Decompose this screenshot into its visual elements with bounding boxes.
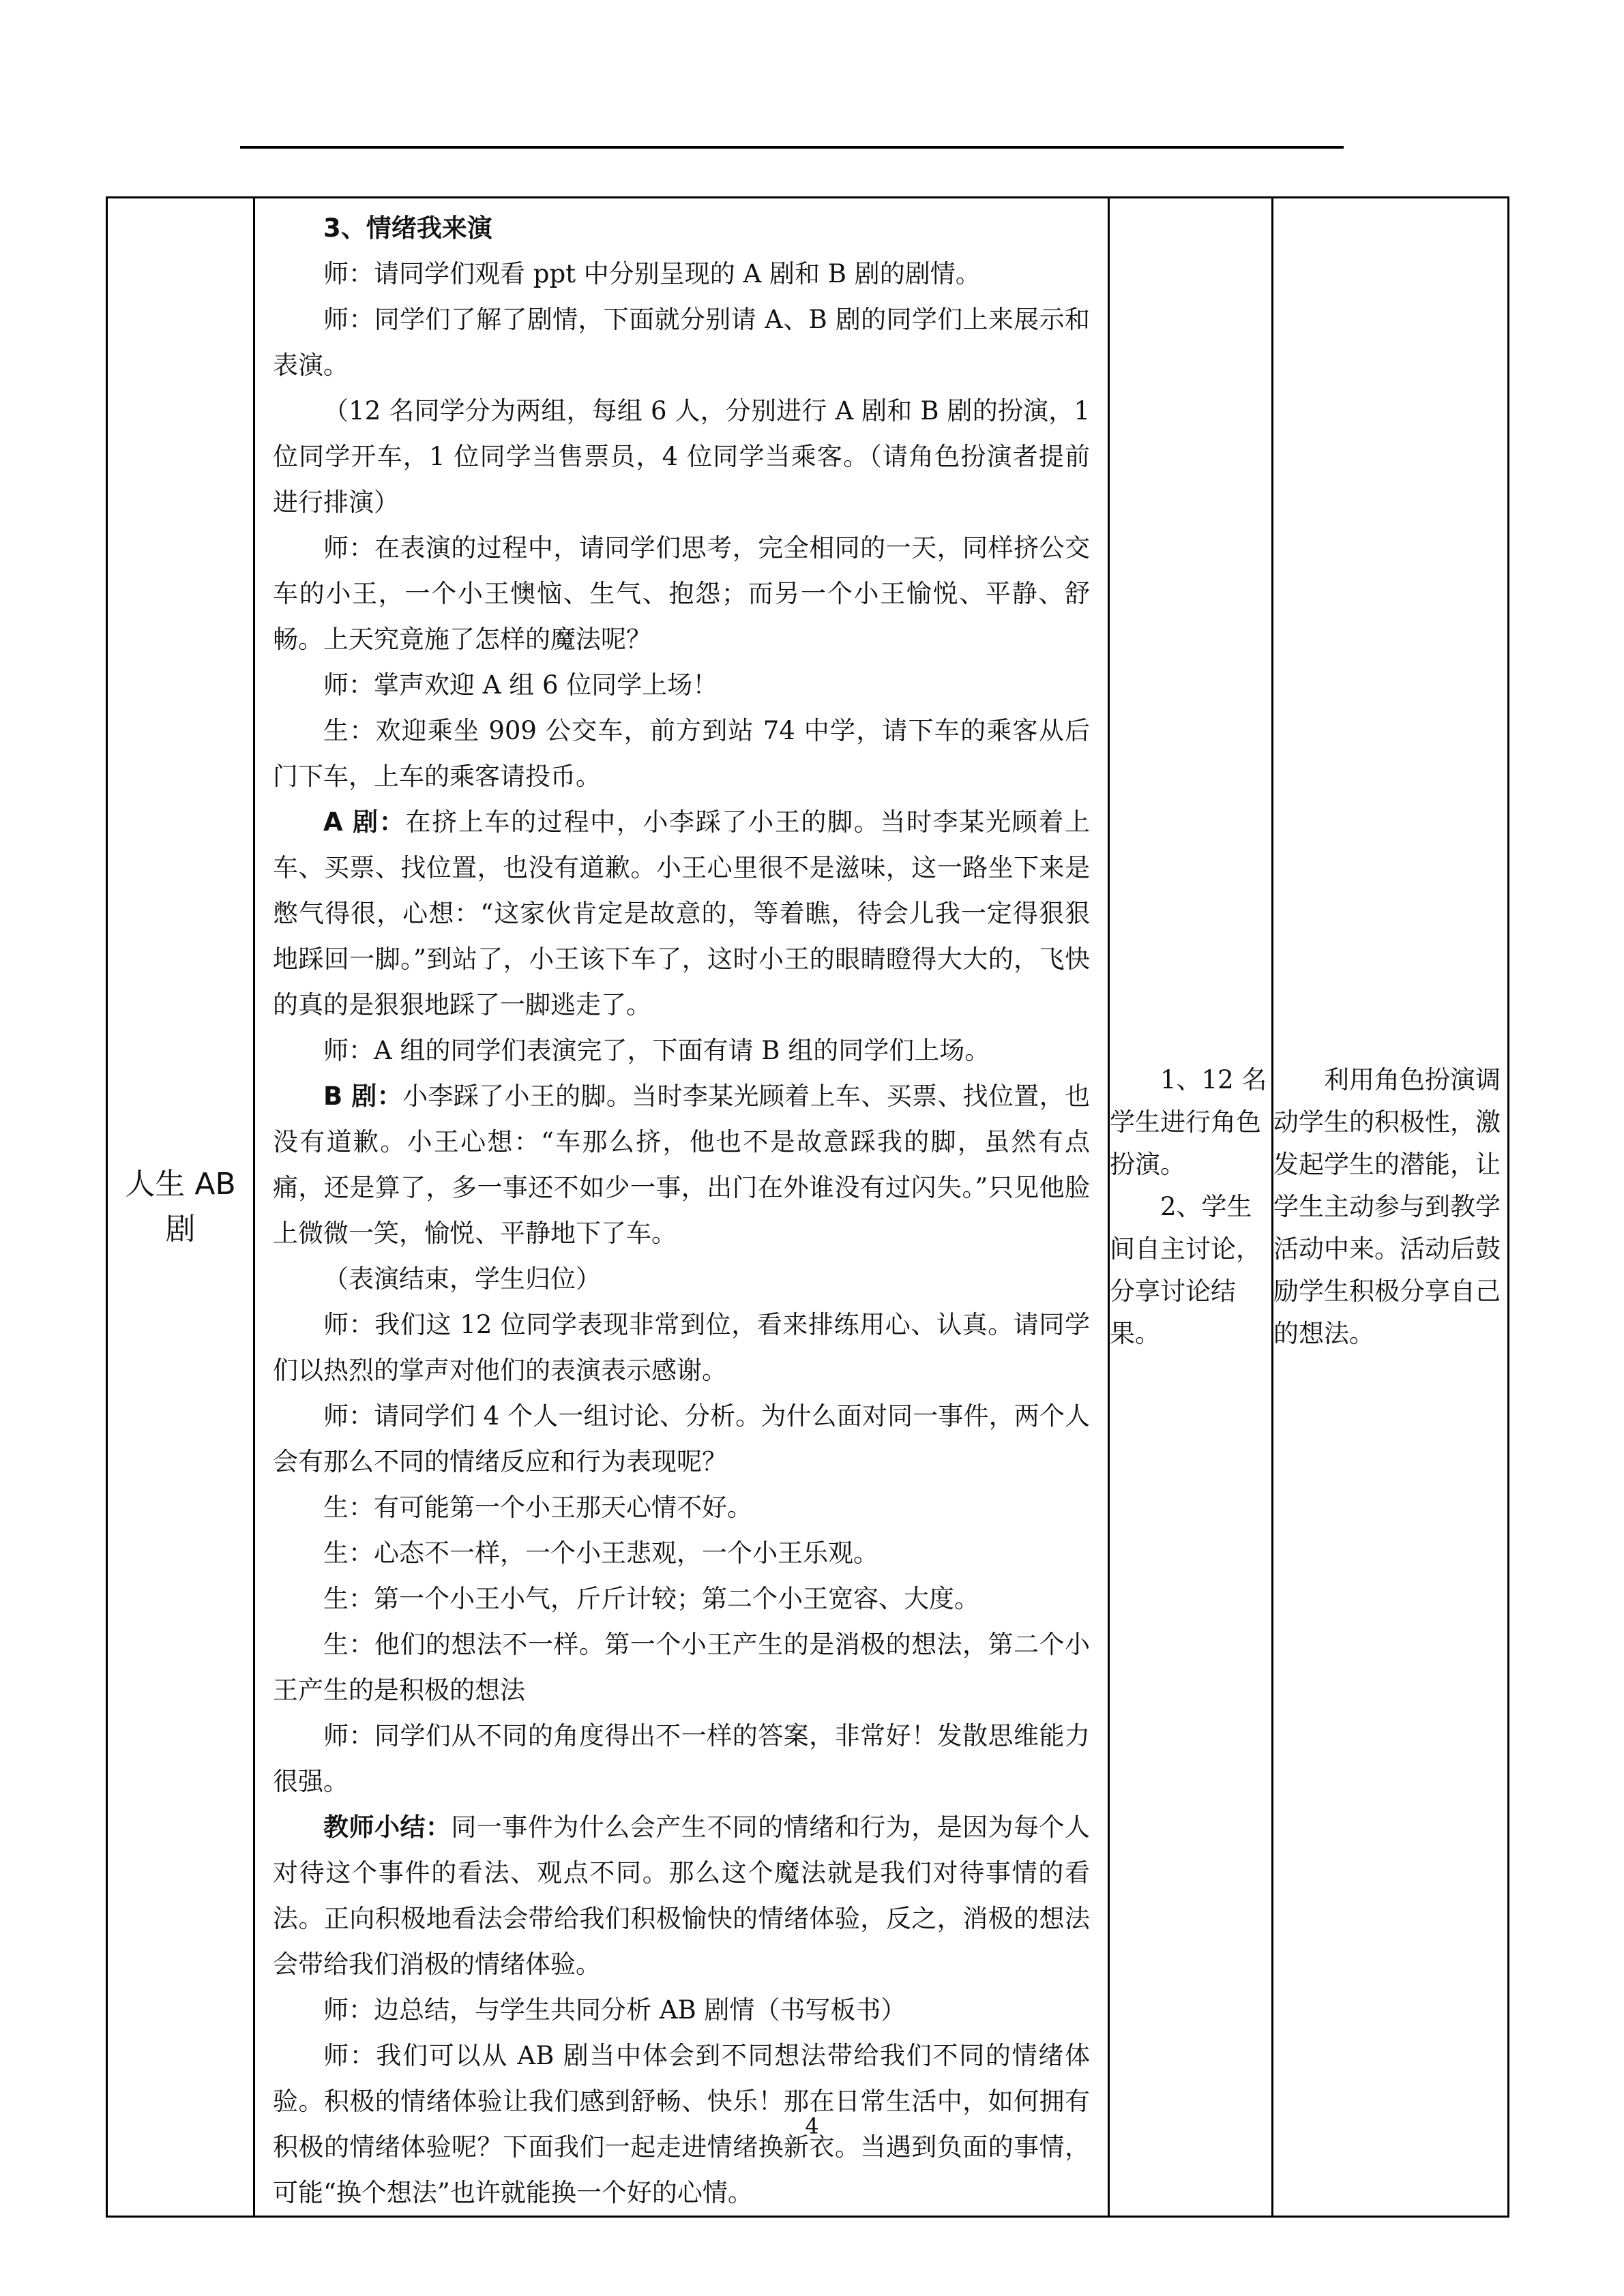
design-intent-cell	[1273, 198, 1509, 2217]
paragraph-text: 师：请同学们 4 个人一组讨论、分析。为什么面对同一事件，两个人会有那么不同的情绪反应和行为表现呢？	[273, 1401, 1090, 1476]
lesson-paragraph	[273, 1302, 1090, 1393]
lesson-paragraph	[273, 1622, 1090, 1713]
paragraph-text: 师：在表演的过程中，请同学们思考，完全相同的一天，同样挤公交车的小王，一个小王懊恼、生气、抱怨；而另一个小王愉悦、平静、舒畅。上天究竟施了怎样的魔法呢？	[273, 533, 1090, 654]
paragraph-text: 生：心态不一样，一个小王悲观，一个小王乐观。	[323, 1538, 879, 1568]
paragraph-text: 生：有可能第一个小王那天心情不好。	[323, 1493, 752, 1522]
lesson-paragraph	[273, 1256, 1090, 1302]
student-activity-cell	[1109, 198, 1273, 2217]
lesson-paragraph	[273, 1987, 1090, 2033]
header-rule	[240, 146, 1344, 149]
paragraph-text: 师：同学们了解了剧情，下面就分别请 A、B 剧的同学们上来展示和表演。	[273, 305, 1090, 380]
paragraph-text: （12 名同学分为两组，每组 6 人，分别进行 A 剧和 B 剧的扮演，1 位同学开车，1 位同学当售票员，4 位同学当乘客。（请角色扮演者提前进行排演）	[273, 396, 1090, 517]
table-row	[107, 198, 1509, 2217]
stage-label: 人生 AB 剧	[125, 1167, 236, 1247]
paragraph-text: 同一事件为什么会产生不同的情绪和行为，是因为每个人对待这个事件的看法、观点不同。那么这个魔法就是我们对待事情的看法。正向积极地看法会带给我们积极愉快的情绪体验，反之，消极的想法会带给我们消极的情绪体验。	[273, 1813, 1091, 1979]
paragraph-text: 在挤上车的过程中，小李踩了小王的脚。当时李某光顾着上车、买票、找位置，也没有道歉。小王心里很不是滋味，这一路坐下来是憋气得很，心想：“这家伙肯定是故意的，等着瞧，待会儿我一定得狠狠地踩回一脚。”到站了，小王该下车了，这时小王的眼睛瞪得大大的，飞快的真的是狠狠地踩了一脚逃走了。	[273, 807, 1090, 1019]
lesson-paragraph	[273, 1073, 1090, 1256]
section-heading: 3、情绪我来演	[323, 213, 492, 243]
student-activity-list	[1110, 1059, 1271, 1355]
paragraph-lead: A 剧：	[323, 807, 406, 837]
lesson-paragraph	[273, 297, 1090, 388]
lesson-paragraph	[273, 1530, 1090, 1576]
paragraph-text: 师：边总结，与学生共同分析 AB 剧情（书写板书）	[323, 1995, 906, 2025]
paragraph-text: 生：他们的想法不一样。第一个小王产生的是消极的想法，第二个小王产生的是积极的想法	[273, 1630, 1090, 1705]
stage-cell	[107, 198, 254, 2217]
lesson-paragraph	[273, 1576, 1090, 1622]
paragraph-text: 师：掌声欢迎 A 组 6 位同学上场！	[323, 670, 718, 700]
lesson-paragraph	[273, 708, 1090, 799]
student-activity-item: 2、学生间自主讨论，分享讨论结果。	[1110, 1192, 1261, 1348]
paragraph-lead: 教师小结：	[323, 1813, 452, 1842]
paragraph-text: 师：同学们从不同的角度得出不一样的答案，非常好！发散思维能力很强。	[273, 1721, 1090, 1796]
paragraph-text: 生：欢迎乘坐 909 公交车，前方到站 74 中学，请下车的乘客从后门下车，上车的乘客请投币。	[273, 716, 1090, 791]
lesson-paragraph	[273, 388, 1090, 525]
paragraph-text: 师：A 组的同学们表演完了，下面有请 B 组的同学们上场。	[323, 1036, 990, 1065]
lesson-paragraph	[273, 1028, 1090, 1073]
design-intent-text: 利用角色扮演调动学生的积极性，激发起学生的潜能，让学生主动参与到教学活动中来。活动后鼓励学生积极分享自己的想法。	[1273, 1065, 1501, 1348]
lesson-paragraph	[273, 1485, 1090, 1530]
paragraph-text: 小李踩了小王的脚。当时李某光顾着上车、买票、找位置，也没有道歉。小王心想：“车那么挤，他也不是故意踩我的脚，虽然有点痛，还是算了，多一事还不如少一事，出门在外谁没有过闪失。”只见他脸上微微一笑，愉悦、平静地下了车。	[273, 1082, 1090, 1248]
paragraph-text: 师：我们这 12 位同学表现非常到位，看来排练用心、认真。请同学们以热烈的掌声对他们的表演表示感谢。	[273, 1310, 1090, 1385]
page-number: 4	[805, 2113, 819, 2139]
lesson-paragraph	[273, 251, 1090, 297]
lesson-plan-table	[106, 196, 1509, 2218]
lesson-paragraph	[273, 799, 1090, 1028]
lesson-paragraph	[273, 1713, 1090, 1804]
lesson-paragraph	[273, 1804, 1090, 1987]
lesson-paragraph	[273, 662, 1090, 708]
lesson-content	[255, 198, 1108, 2216]
paragraph-text: 师：请同学们观看 ppt 中分别呈现的 A 剧和 B 剧的剧情。	[323, 259, 981, 288]
student-activity-item: 1、12 名学生进行角色扮演。	[1110, 1065, 1267, 1179]
paragraph-text: （表演结束，学生归位）	[323, 1264, 601, 1294]
lesson-paragraph	[273, 1393, 1090, 1485]
paragraph-text: 师：我们可以从 AB 剧当中体会到不同想法带给我们不同的情绪体验。积极的情绪体验让我们感到舒畅、快乐！那在日常生活中，如何拥有积极的情绪体验呢？下面我们一起走进情绪换新衣。当遇到负面的事情，可能“换个想法”也许就能换一个好的心情。	[273, 2041, 1090, 2207]
content-cell	[254, 198, 1109, 2217]
lesson-paragraph	[273, 525, 1090, 662]
paragraph-text: 生：第一个小王小气，斤斤计较；第二个小王宽容、大度。	[323, 1584, 979, 1613]
paragraph-lead: B 剧：	[323, 1082, 403, 1111]
